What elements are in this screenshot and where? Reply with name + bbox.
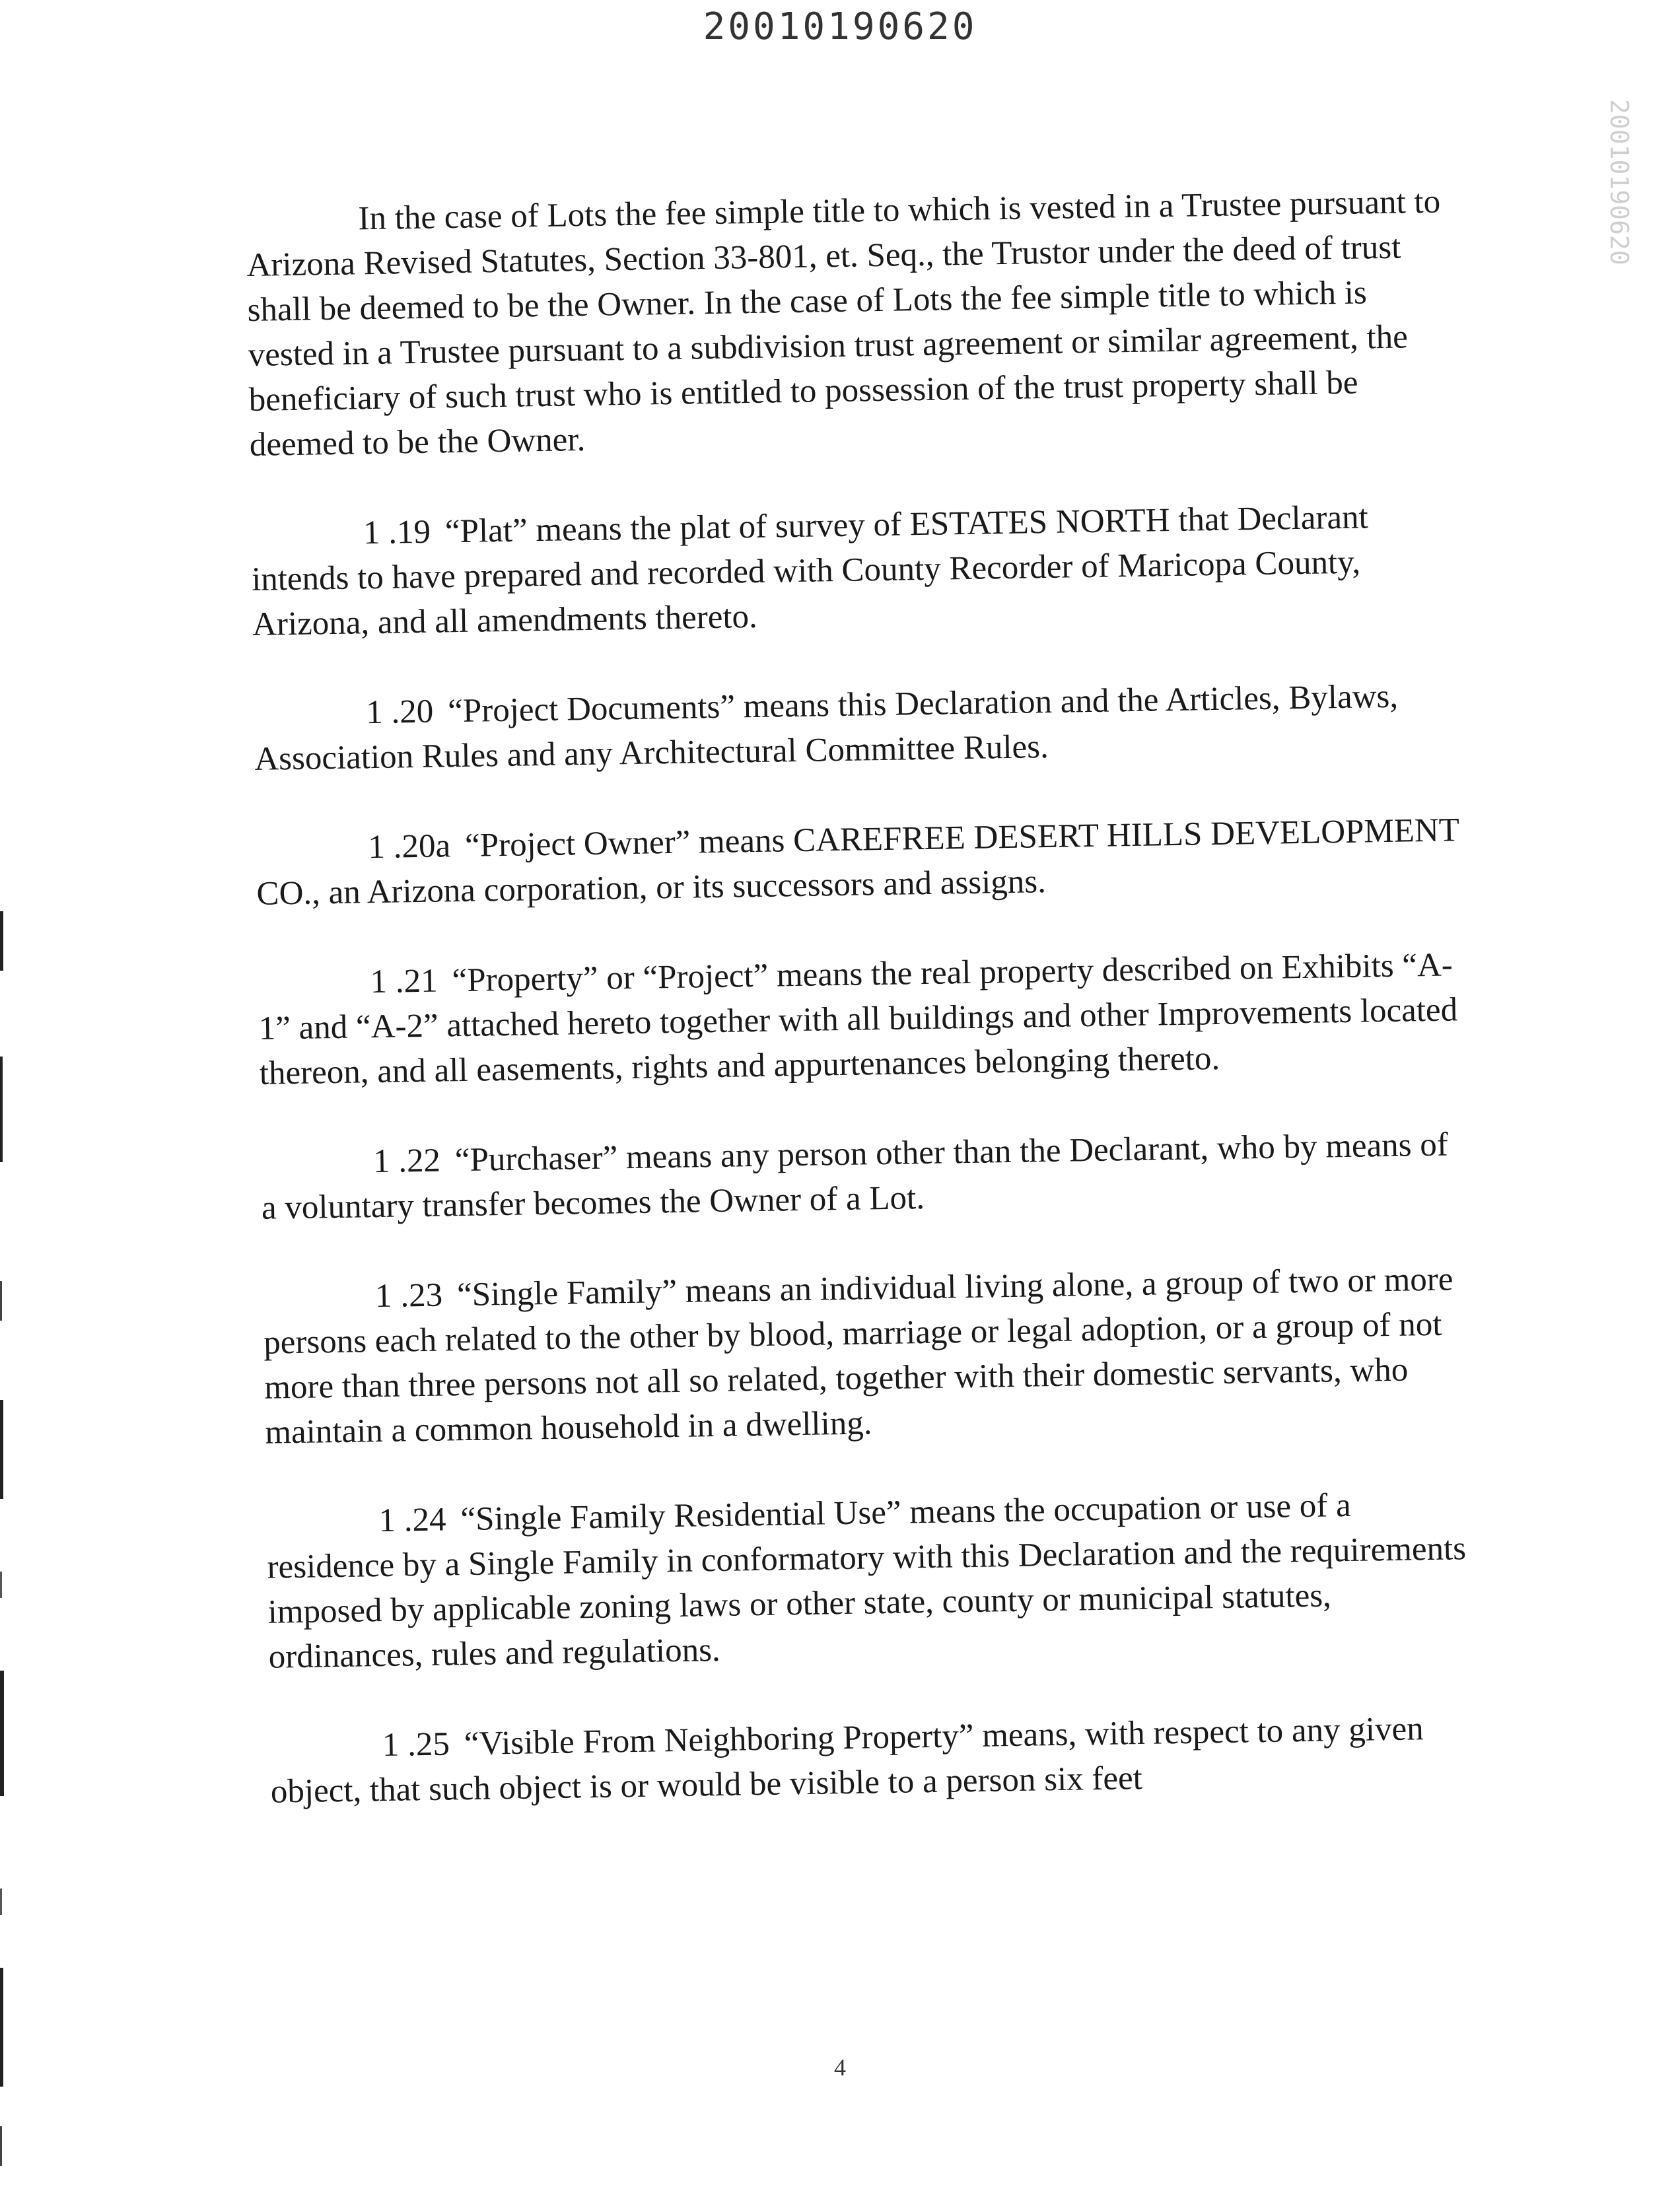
page-number: 4	[834, 2054, 846, 2081]
paragraph-text: “Visible From Neighboring Property” means, with respect to any given object, that such object is or would be visible to a person six feet	[270, 1710, 1424, 1811]
paragraph-project-documents	[254, 673, 1463, 782]
paragraph-text: “Purchaser” means any person other than the Declarant, who by means of a voluntary transfer becomes the Owner of a Lot.	[261, 1126, 1449, 1227]
section-number: 1 .19	[363, 513, 431, 552]
section-number: 1 .21	[370, 962, 438, 1001]
section-number: 1 .22	[372, 1142, 441, 1181]
paragraph-single-family	[263, 1257, 1474, 1455]
section-number: 1 .23	[374, 1276, 443, 1315]
scan-edge-marks	[0, 858, 20, 2179]
paragraph-text: “Project Owner” means CAREFREE DESERT HILLS DEVELOPMENT CO., an Arizona corporation, or its successors and assigns.	[256, 812, 1459, 913]
paragraph-text: “Plat” means the plat of survey of ESTATES NORTH that Declarant intends to have prepared and recorded with County Recorder of Maricopa County, Arizona, and all amendments thereto.	[251, 499, 1369, 643]
paragraph-plat	[250, 493, 1461, 647]
paragraph-text: “Project Documents” means this Declaration and the Articles, Bylaws, Association Rules and any Architectural Committee Rules.	[254, 677, 1399, 778]
paragraph-text: “Single Family Residential Use” means the occupation or use of a residence by a Single Family in conformatory with this Declaration and the requirements imposed by applicable zoning laws or other state, county or municipal statutes, ordinances, rules and regulations.	[267, 1486, 1467, 1676]
section-number: 1 .25	[382, 1725, 450, 1764]
vertical-recording-stamp	[1581, 99, 1634, 317]
paragraph-purchaser	[260, 1122, 1470, 1231]
paragraph-single-family-residential-use	[266, 1481, 1477, 1680]
section-number: 1 .20	[365, 693, 434, 732]
paragraph-project-owner	[256, 808, 1465, 917]
svg-text:20010190620: 20010190620	[1605, 99, 1634, 265]
paragraph-text: “Property” or “Project” means the real property described on Exhibits “A-1” and “A-2” attached hereto together with all buildings and other Improvements located thereon, and all easements, rights and appurtenances belonging thereto.	[258, 946, 1458, 1092]
recording-number: 20010190620	[703, 5, 977, 48]
paragraph-owner-trust	[246, 179, 1458, 468]
paragraph-visible-from-neighboring-property	[269, 1706, 1479, 1815]
paragraph-text: In the case of Lots the fee simple title to which is vested in a Trustee pursuant to Arizona Revised Statutes, Section 33-801, et. Seq., the Trustor under the deed of trust shall be deemed to be the Owner. In the case of Lots the fee simple title to which is vested in a Trustee pursuant to a subdivision trust agreement or similar agreement, the beneficiary of such trust who is entitled to possession of the trust property shall be deemed to be the Owner.	[246, 183, 1441, 464]
section-number: 1 .20a	[368, 827, 451, 866]
document-body	[246, 179, 1480, 1859]
paragraph-property	[258, 942, 1468, 1096]
paragraph-text: “Single Family” means an individual living alone, a group of two or more persons each related to the other by blood, marriage or legal adoption, or a group of not more than three persons not all so related, together with their domestic servants, who maintain a common household in a dwelling.	[263, 1261, 1453, 1451]
section-number: 1 .24	[378, 1501, 446, 1540]
